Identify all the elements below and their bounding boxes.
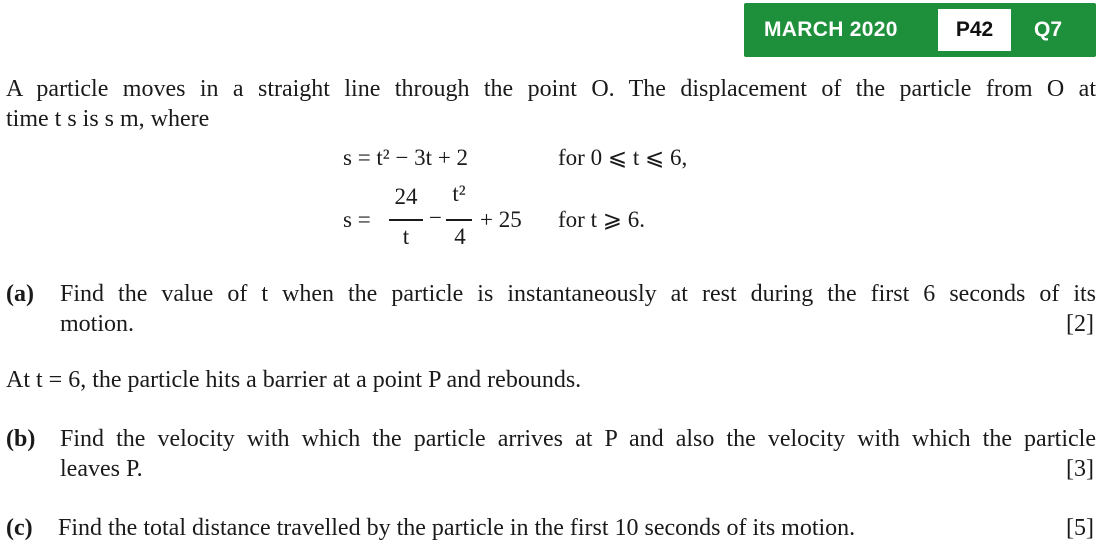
equation-1-condition: for 0 ⩽ t ⩽ 6, xyxy=(558,145,688,170)
equation-1: s = t² − 3t + 2 xyxy=(343,145,469,170)
part-a-line-1: Find the value of t when the particle is instantaneously at rest during the first 6 seconds of its xyxy=(60,281,1096,307)
equation-2-constant: + 25 xyxy=(480,207,522,232)
part-b-label: (b) xyxy=(6,426,36,452)
fraction-1-bar xyxy=(389,219,423,221)
part-c-line-1: Find the total distance travelled by the particle in the first 10 seconds of its motion. xyxy=(58,515,856,541)
equation-2-lhs: s = xyxy=(343,207,371,232)
fraction-2-bar xyxy=(446,219,472,221)
part-c-label: (c) xyxy=(6,515,33,541)
question-badge xyxy=(744,3,1096,57)
intro-line-2: time t s is s m, where xyxy=(6,106,210,132)
part-a-marks: [2] xyxy=(1066,311,1094,337)
part-a-line-2: motion. xyxy=(60,311,135,337)
exam-session: MARCH 2020 xyxy=(764,18,898,41)
fraction-1-denominator: t xyxy=(402,224,410,249)
part-b-line-1: Find the velocity with which the particle arrives at P and also the velocity with which the particle xyxy=(60,426,1096,452)
paper-number: P42 xyxy=(938,9,1011,51)
part-b-marks: [3] xyxy=(1066,456,1094,482)
question-number: Q7 xyxy=(1034,18,1063,41)
part-a-label: (a) xyxy=(6,281,34,307)
fraction-2-numerator: t² xyxy=(452,181,466,206)
part-c-marks: [5] xyxy=(1066,515,1094,541)
equation-2-minus: − xyxy=(429,205,442,230)
fraction-2-denominator: 4 xyxy=(454,224,466,249)
intro-line-1: A particle moves in a straight line through the point O. The displacement of the particle from O at xyxy=(6,76,1096,102)
rebound-statement: At t = 6, the particle hits a barrier at a point P and rebounds. xyxy=(6,367,582,393)
part-b-line-2: leaves P. xyxy=(60,456,143,482)
fraction-1-numerator: 24 xyxy=(394,184,418,209)
equation-2-condition: for t ⩾ 6. xyxy=(558,207,645,232)
